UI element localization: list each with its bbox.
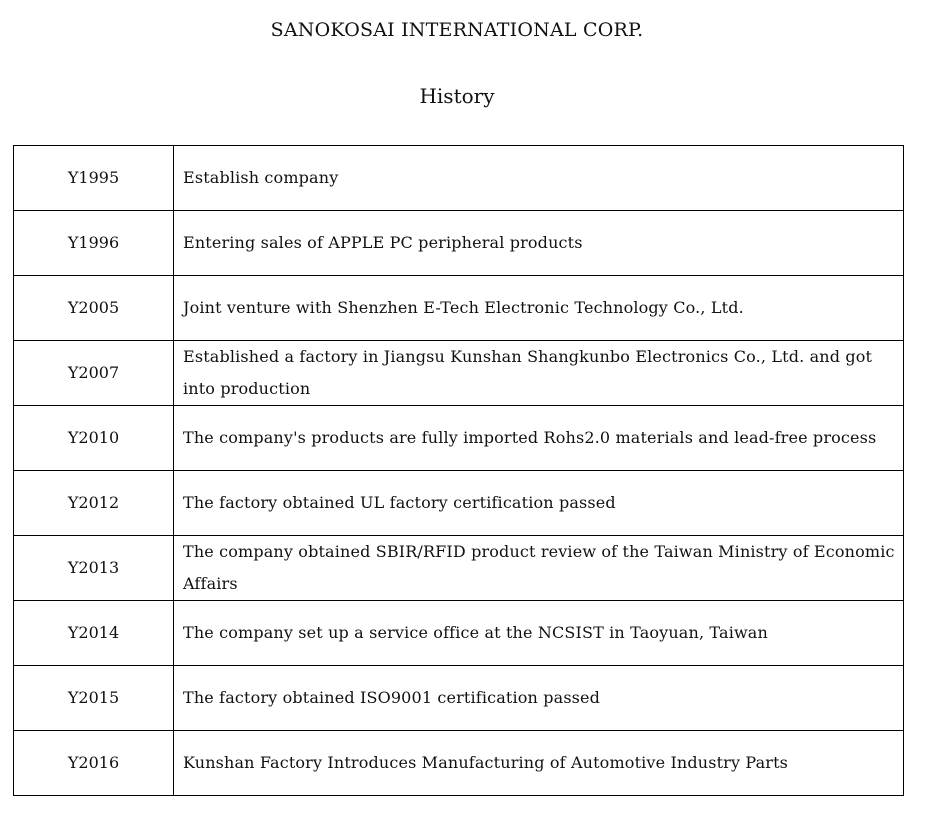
table-row: [14, 471, 904, 536]
event-cell: The factory obtained UL factory certification passed: [174, 471, 904, 536]
year-cell: Y2005: [14, 276, 174, 341]
event-cell: Establish company: [174, 146, 904, 211]
year-cell: Y1996: [14, 211, 174, 276]
table-row: [14, 146, 904, 211]
table-row: [14, 211, 904, 276]
year-cell: Y2010: [14, 406, 174, 471]
table-row: [14, 601, 904, 666]
table-row: [14, 666, 904, 731]
event-cell: The company obtained SBIR/RFID product review of the Taiwan Ministry of Economic Affairs: [174, 536, 904, 601]
year-cell: Y2016: [14, 731, 174, 796]
year-cell: Y2013: [14, 536, 174, 601]
event-cell: The company set up a service office at the NCSIST in Taoyuan, Taiwan: [174, 601, 904, 666]
year-cell: Y2012: [14, 471, 174, 536]
event-cell: The company's products are fully imported Rohs2.0 materials and lead-free process: [174, 406, 904, 471]
history-table: [13, 145, 904, 796]
table-row: [14, 406, 904, 471]
table-row: [14, 731, 904, 796]
year-cell: Y1995: [14, 146, 174, 211]
year-cell: Y2007: [14, 341, 174, 406]
event-cell: Kunshan Factory Introduces Manufacturing of Automotive Industry Parts: [174, 731, 904, 796]
year-cell: Y2014: [14, 601, 174, 666]
company-name: SANOKOSAI INTERNATIONAL CORP.: [270, 19, 644, 41]
page-title: History: [419, 84, 495, 108]
event-cell: The factory obtained ISO9001 certification passed: [174, 666, 904, 731]
year-cell: Y2015: [14, 666, 174, 731]
event-cell: Joint venture with Shenzhen E-Tech Electronic Technology Co., Ltd.: [174, 276, 904, 341]
event-cell: Established a factory in Jiangsu Kunshan Shangkunbo Electronics Co., Ltd. and got into production: [174, 341, 904, 406]
table-row: [14, 341, 904, 406]
event-cell: Entering sales of APPLE PC peripheral products: [174, 211, 904, 276]
table-row: [14, 276, 904, 341]
table-row: [14, 536, 904, 601]
